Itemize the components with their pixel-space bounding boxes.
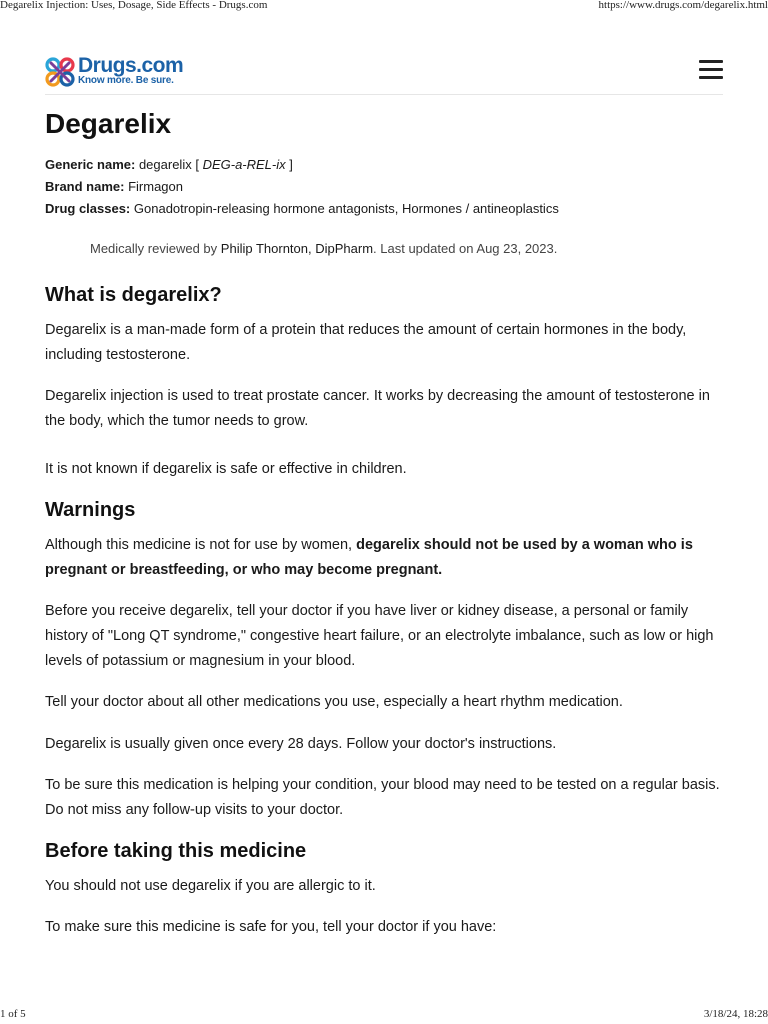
- drug-classes-row: [45, 201, 559, 216]
- warnings-paragraph-4: Degarelix is usually given once every 28 days. Follow your doctor's instructions.: [45, 736, 557, 752]
- warnings-paragraph-1-bold: degarelix should not be used by a woman who is pregnant or breastfeeding, or who may become pregnant.: [45, 537, 693, 578]
- warnings-paragraph-2: Before you receive degarelix, tell your doctor if you have liver or kidney disease, a personal or family history of "Long QT syndrome," congestive heart failure, or an electrolyte imbalance, such as low or high levels of potassium or magnesium in your blood.: [45, 603, 714, 669]
- drug-classes-label: Drug classes:: [45, 201, 131, 216]
- print-timestamp: 3/18/24, 18:28: [703, 1008, 768, 1020]
- site-header: [45, 52, 723, 95]
- drugs-logo-icon: [45, 57, 75, 87]
- hamburger-menu-icon[interactable]: [699, 60, 723, 80]
- what-is-paragraph-3: It is not known if degarelix is safe or effective in children.: [45, 461, 407, 477]
- generic-name-close: ]: [289, 157, 293, 172]
- page-count: 1 of 5: [0, 1008, 26, 1020]
- before-paragraph-1: You should not use degarelix if you are allergic to it.: [45, 878, 376, 894]
- warnings-paragraph-5: To be sure this medication is helping your condition, your blood may need to be tested on a regular basis. Do not miss any follow-up visits to your doctor.: [45, 777, 720, 818]
- print-header: [0, 0, 768, 14]
- site-logo[interactable]: [45, 54, 185, 88]
- before-paragraph-2: To make sure this medicine is safe for you, tell your doctor if you have:: [45, 919, 497, 935]
- warnings-paragraph-1-text: Although this medicine is not for use by women,: [45, 537, 353, 553]
- what-is-paragraph-2: Degarelix injection is used to treat prostate cancer. It works by decreasing the amount of testosterone in the body, which the tumor needs to grow.: [45, 388, 710, 429]
- heading-what-is: What is degarelix?: [45, 284, 222, 306]
- print-header-title: Degarelix Injection: Uses, Dosage, Side Effects - Drugs.com: [0, 0, 268, 11]
- page-title: Degarelix: [45, 108, 172, 139]
- reviewed-suffix: . Last updated on Aug 23, 2023.: [373, 241, 558, 256]
- print-header-url: https://www.drugs.com/degarelix.html: [598, 0, 768, 11]
- warnings-paragraph-3: Tell your doctor about all other medications you use, especially a heart rhythm medication.: [45, 694, 623, 710]
- generic-name-row: [45, 157, 293, 172]
- review-info: [90, 241, 557, 256]
- brand-name-row: [45, 179, 183, 194]
- reviewer-link[interactable]: Philip Thornton, DipPharm: [220, 241, 374, 256]
- generic-name-value: degarelix [: [138, 157, 199, 172]
- generic-name-label: Generic name:: [45, 157, 136, 172]
- pronunciation: DEG-a-REL-ix: [202, 157, 286, 172]
- site-name: Drugs.com: [78, 54, 184, 77]
- warnings-paragraph-1: [45, 533, 725, 583]
- print-footer: [0, 1009, 768, 1023]
- reviewed-prefix: Medically reviewed by: [90, 241, 218, 256]
- heading-warnings: Warnings: [45, 499, 136, 521]
- site-tagline: Know more. Be sure.: [78, 75, 174, 86]
- brand-name-label: Brand name:: [45, 179, 125, 194]
- brand-name-link[interactable]: Firmagon: [128, 179, 184, 194]
- drug-class-link-2[interactable]: Hormones / antineoplastics: [402, 201, 559, 216]
- drug-class-separator: ,: [394, 201, 403, 216]
- heading-before-taking: Before taking this medicine: [45, 840, 307, 862]
- what-is-paragraph-1: Degarelix is a man-made form of a protein that reduces the amount of certain hormones in the body, including testosterone.: [45, 322, 687, 363]
- drug-class-link-1[interactable]: Gonadotropin-releasing hormone antagonists: [133, 201, 395, 216]
